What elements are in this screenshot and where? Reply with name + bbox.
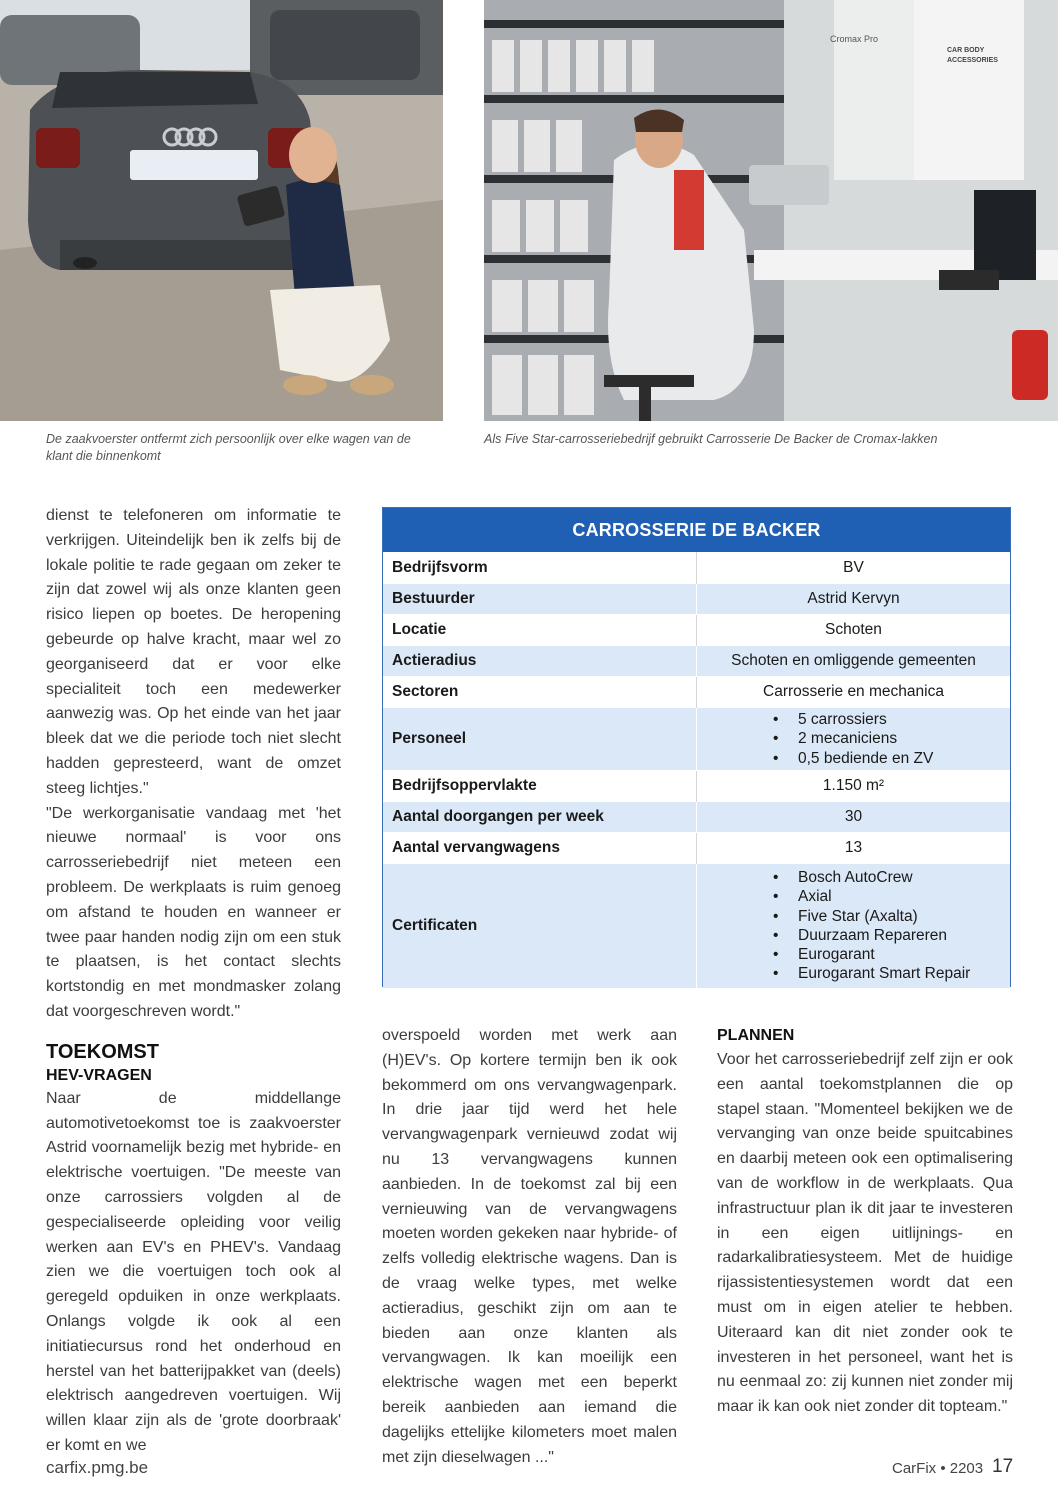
- subheading-hev-vragen: HEV-VRAGEN: [46, 1066, 152, 1084]
- list-item: • Eurogarant: [773, 945, 1001, 964]
- col3-paragraph-1: Voor het carrosseriebedrijf zelf zijn er ook een aantal toekomstplannen die op stapel staan. "Momenteel bekijken we de vervanging van onze beide spuitcabines en daarbij meteen ook een optimalisering van de workflow in de werkplaats. Qua infrastructuur plan ik dit jaar te investeren in een eigen uitlijnings- en radarkalibratiesysteem. Met de huidige rijassistentiesystemen wordt dat een must om in eigen atelier te hebben. Uiteraard kan dit niet zonder ook te investeren in het personeel, want het is nu eenmaal zo: zij kunnen niet zonder mij maar ik kan ook niet zonder dit topteam.": [717, 1051, 1013, 1416]
- col1-paragraph-1: dienst te telefoneren om informatie te verkrijgen. Uiteindelijk ben ik zelfs bij de lokale politie te rade gegaan om zeker te zijn dat zowel wij als onze klanten geen risico liepen op boetes. De heropening gebeurde op halve kracht, maar wel zo georganiseerd dat er voor elke specialiteit toch een medewerker aanwezig was. Op het einde van het jaar bleek dat we die periode toch niet slecht hadden gepresteerd, want de omzet steeg lichtjes.": [46, 507, 341, 797]
- row-value-personeel: [697, 708, 1011, 771]
- article-column-1: [46, 504, 341, 1459]
- row-value-bedrijfsvorm: BV: [697, 553, 1011, 584]
- col2-paragraph-1: overspoeld worden met werk aan (H)EV's. Op kortere termijn ben ik ook bekommerd om ons vervangwagenpark. In drie jaar tijd werd het hele vervangwagenpark vernieuwd zodat wij nu 13 vervangwagens kunnen aanbieden. In de toekomst zal bij een vernieuwing van de vervangwagens moeten worden gekeken naar hybride- of zelfs volledig elektrische wagens. Dan is de vraag welke types, met welke actieradius, geschikt zijn om aan te bieden aan onze klanten als vervangwagen. Ik kan moeilijk een elektrische wagen met een beperkt bereik aanbieden aan iemand die dagelijks ettelijke kilometers moet malen met zijn dieselwagen ...": [382, 1027, 677, 1466]
- row-value-doorgangen: 30: [697, 802, 1011, 833]
- list-item: • 5 carrossiers: [773, 710, 1001, 729]
- table-row: [383, 646, 1010, 677]
- row-label-bestuurder: Bestuurder: [383, 584, 697, 615]
- accessories-sign-line2: ACCESSORIES: [947, 57, 998, 64]
- paint-mixing-room-illustration: [484, 0, 1058, 421]
- table-row: [383, 584, 1010, 615]
- photo-woman-inspecting-car: [0, 0, 443, 421]
- photo-technician-mixing-paint: [484, 0, 1058, 421]
- table-row: [383, 864, 1010, 988]
- table-row: [383, 553, 1010, 584]
- car-inspection-illustration: [0, 0, 443, 421]
- col1-paragraph-3: Naar de middellange automotivetoekomst toe is zaakvoerster Astrid voornamelijk bezig met hybride- en elektrische voertuigen. "De meeste van onze carrossiers volgden al de gespecialiseerde opleiding voor veilig werken aan EV's en PHEV's. Vandaag zien we die voertuigen toch ook al geregeld opduiken in onze werkplaats. Onlangs volgde ik ook al een initiatiecursus rond het onderhoud en herstel van het batterijpakket van (deels) elektrisch aangedreven voertuigen. Wij willen klaar zijn als de 'grote doorbraak' er komt en we: [46, 1089, 341, 1454]
- footer-magazine-issue: CarFix • 2203: [892, 1460, 984, 1477]
- company-info-table: [382, 507, 1011, 987]
- footer-website-link[interactable]: carfix.pmg.be: [46, 1458, 149, 1477]
- row-label-locatie: Locatie: [383, 615, 697, 646]
- row-value-actieradius: Schoten en omliggende gemeenten: [697, 646, 1011, 677]
- row-label-actieradius: Actieradius: [383, 646, 697, 677]
- article-column-2: [382, 1024, 677, 1470]
- section-heading-toekomst: TOEKOMST: [46, 1040, 159, 1063]
- list-item: • 2 mecaniciens: [773, 729, 1001, 748]
- table-row: [383, 615, 1010, 646]
- list-item: • Eurogarant Smart Repair: [773, 964, 1001, 983]
- table-row: [383, 771, 1010, 802]
- row-value-locatie: Schoten: [697, 615, 1011, 646]
- row-value-bestuurder: Astrid Kervyn: [697, 584, 1011, 615]
- list-item: • Bosch AutoCrew: [773, 868, 1001, 887]
- table-title: CARROSSERIE DE BACKER: [383, 508, 1010, 553]
- table-row: [383, 677, 1010, 708]
- list-item: • Duurzaam Repareren: [773, 926, 1001, 945]
- row-label-sectoren: Sectoren: [383, 677, 697, 708]
- list-item: • 0,5 bediende en ZV: [773, 749, 1001, 768]
- row-label-personeel: Personeel: [383, 708, 697, 771]
- row-value-bedrijfsoppervlakte: 1.150 m²: [697, 771, 1011, 802]
- row-value-certificaten: [697, 864, 1011, 988]
- photo-caption-left: De zaakvoerster ontfermt zich persoonlijk over elke wagen van de klant die binnenkomt: [46, 432, 411, 463]
- photo-caption-right: Als Five Star-carrosseriebedrijf gebruikt Carrosserie De Backer de Cromax-lakken: [484, 432, 938, 446]
- accessories-sign-line1: CAR BODY: [947, 47, 985, 54]
- table-row: [383, 708, 1010, 771]
- col1-paragraph-2: "De werkorganisatie vandaag met 'het nieuwe normaal' is voor ons carrosseriebedrijf niet meteen een probleem. De werkplaats is ruim genoeg om afstand te houden en wanneer er twee paar handen nodig zijn om een stuk te plaatsen, is het contact slechts kortstondig en met mondmasker zolang dat voorgeschreven wordt.": [46, 804, 341, 1020]
- list-item: • Axial: [773, 887, 1001, 906]
- row-label-bedrijfsoppervlakte: Bedrijfsoppervlakte: [383, 771, 697, 802]
- row-value-vervangwagens: 13: [697, 833, 1011, 864]
- page-number: 17: [992, 1456, 1014, 1477]
- row-label-doorgangen: Aantal doorgangen per week: [383, 802, 697, 833]
- article-column-3: [717, 1024, 1013, 1420]
- cromax-sign: Cromax Pro: [830, 34, 879, 44]
- section-heading-plannen: PLANNEN: [717, 1027, 795, 1044]
- table-row: [383, 802, 1010, 833]
- list-item: • Five Star (Axalta): [773, 907, 1001, 926]
- row-label-certificaten: Certificaten: [383, 864, 697, 988]
- row-label-vervangwagens: Aantal vervangwagens: [383, 833, 697, 864]
- table-row: [383, 833, 1010, 864]
- row-label-bedrijfsvorm: Bedrijfsvorm: [383, 553, 697, 584]
- row-value-sectoren: Carrosserie en mechanica: [697, 677, 1011, 708]
